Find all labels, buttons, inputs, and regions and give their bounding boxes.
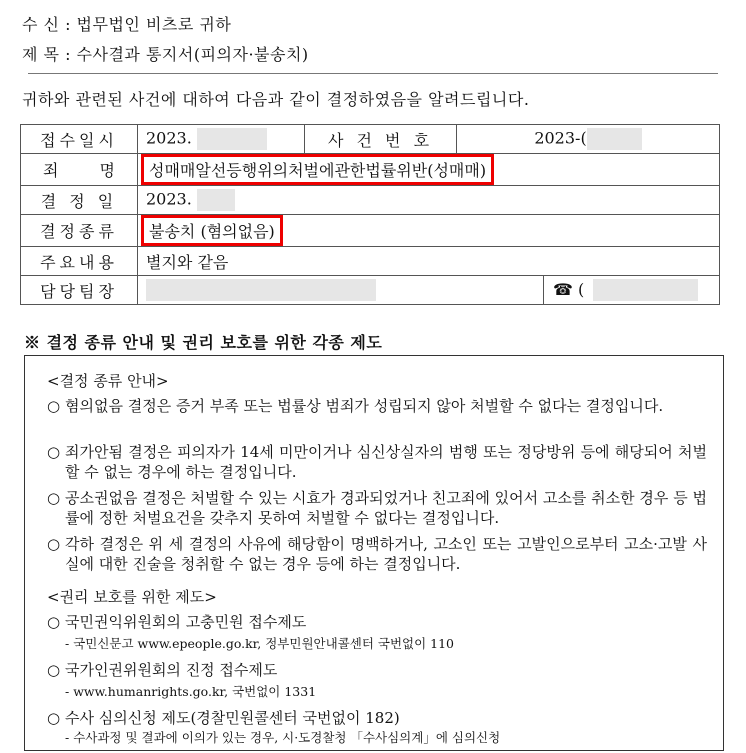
rights-title: <권리 보호를 위한 제도>: [47, 588, 217, 606]
case-info-table: [20, 124, 720, 305]
redacted-block: [587, 128, 642, 150]
content-value: 별지와 같음: [138, 247, 720, 276]
charge-label-cell: [21, 154, 138, 186]
guide-item: [47, 442, 707, 482]
rights-item-sub: - 수사과정 및 결과에 이의가 있는 경우, 시·도경찰청 「수사심의계」에 심의신청: [65, 730, 501, 745]
guide-item-text: 공소권없음 결정은 처벌할 수 있는 시효가 경과되었거나 친고죄에 있어서 고소를 취소한 경우 등 법률에 정한 처벌요건을 갖추지 못하여 처벌할 수 없다는 결정입니다.: [65, 489, 707, 527]
bullet: ○: [47, 535, 61, 553]
charge-value: 성매매알선등행위의처벌에관한법률위반(성매매): [141, 154, 494, 185]
receipt-date-cell: [138, 125, 305, 154]
redacted-block: [197, 189, 235, 211]
guide-item: [47, 488, 707, 528]
phone-icon: ☎: [553, 280, 573, 299]
case-no-cell: [457, 125, 720, 154]
rights-item-text: 수사 심의신청 제도(경찰민원콜센터 국번없이 182): [65, 709, 400, 727]
decision-type-cell: [138, 215, 720, 247]
rights-item: [47, 612, 707, 632]
bullet: ○: [47, 613, 61, 631]
case-no-label: 사 건 번 호: [305, 125, 457, 154]
decision-date-value: 2023.: [146, 189, 192, 209]
recipient-line: 수 신 : 법무법인 비츠로 귀하: [22, 15, 232, 34]
bullet: ○: [47, 661, 61, 679]
team-cell: [138, 276, 720, 305]
subject-line: 제 목 : 수사결과 통지서(피의자·불송치): [22, 45, 309, 64]
guide-item-text: 각하 결정은 위 세 결정의 사유에 해당함이 명백하거나, 고소인 또는 고발인으로부터 고소·고발 사실에 대한 진술을 청취할 수 없는 경우 등에 하는 결정입니다.: [65, 535, 707, 573]
notice-heading: ※ 결정 종류 안내 및 권리 보호를 위한 각종 제도: [24, 333, 383, 352]
guide-item: [47, 534, 707, 574]
bullet: ○: [47, 397, 61, 415]
rights-item-text: 국가인권위원회의 진정 접수제도: [65, 661, 278, 679]
charge-cell: [138, 154, 720, 186]
divider: [28, 73, 718, 74]
decision-type-label: 결정종류: [21, 215, 138, 247]
guide-item-text: 죄가안됨 결정은 피의자가 14세 미만이거나 심신상실자의 범행 또는 정당방위 등에 해당되어 처벌할 수 없는 경우에 하는 결정입니다.: [65, 443, 707, 481]
redacted-name: [146, 279, 376, 301]
intro-text: 귀하와 관련된 사건에 대하여 다음과 같이 결정하였음을 알려드립니다.: [22, 90, 530, 109]
team-label: 담당팀장: [21, 276, 138, 305]
rights-item-sub: - 국민신문고 www.epeople.go.kr, 정부민원안내콜센터 국번없이 110: [65, 636, 455, 651]
decision-guide-title: <결정 종류 안내>: [47, 372, 169, 390]
rights-item: [47, 660, 707, 680]
receipt-date-label: 접수일시: [21, 125, 138, 154]
redacted-block: [197, 128, 267, 150]
bullet: ○: [47, 443, 61, 461]
rights-item: [47, 708, 707, 728]
receipt-date-value: 2023.: [146, 128, 192, 148]
decision-date-cell: [138, 186, 720, 215]
guide-item-text: 혐의없음 결정은 증거 부족 또는 법률상 범죄가 성립되지 않아 처벌할 수 없다는 결정입니다.: [65, 397, 664, 415]
guide-item: [47, 396, 707, 416]
content-label: 주요내용: [21, 247, 138, 276]
redacted-phone: [593, 279, 698, 301]
phone-prefix: (: [578, 280, 585, 299]
bullet: ○: [47, 709, 61, 727]
decision-type-value: 불송치 (혐의없음): [141, 215, 283, 246]
notice-box: [24, 355, 724, 751]
decision-date-label: 결 정 일: [21, 186, 138, 215]
bullet: ○: [47, 489, 61, 507]
case-no-value: 2023-(: [534, 128, 587, 148]
charge-label: 죄 명: [43, 161, 115, 180]
rights-item-text: 국민권익위원회의 고충민원 접수제도: [65, 613, 307, 631]
cell-divider: [543, 276, 544, 304]
rights-item-sub: - www.humanrights.go.kr, 국번없이 1331: [65, 684, 317, 699]
